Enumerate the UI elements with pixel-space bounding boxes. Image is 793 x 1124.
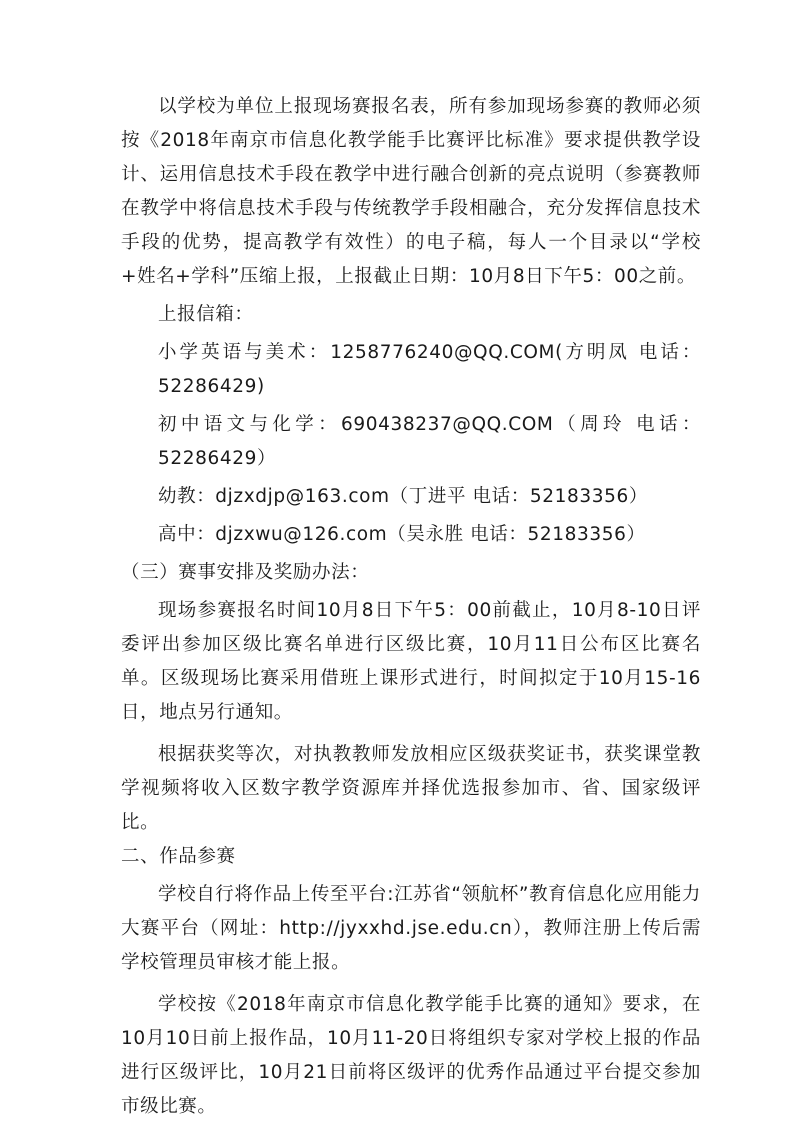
section-heading-works-competition: 二、作品参赛 [121, 846, 236, 867]
mailbox-preschool: 幼教：djzxdjp@163.com（丁进平 电话：52183356） [158, 486, 648, 507]
document-body [121, 90, 701, 1124]
mailbox-label: 上报信箱： [158, 304, 254, 325]
section-heading-schedule-awards: （三）赛事安排及奖励办法： [121, 562, 370, 583]
mailbox-high-school: 高中：djzxwu@126.com（吴永胜 电话：52183356） [158, 524, 646, 545]
paragraph-registration-requirements: 以学校为单位上报现场赛报名表，所有参加现场参赛的教师必须按《2018年南京市信息化教学能手比赛评比标准》要求提供教学设计、运用信息技术手段在教学中进行融合创新的亮点说明（参赛教师在教学中将信息技术手段与传统教学手段相融合，充分发挥信息技术手段的优势，提高教学有效性）的电子稿，每人一个目录以“学校+姓名+学科”压缩上报，上报截止日期：10月8日下午5：00之前。 [121, 96, 701, 287]
paragraph-awards: 根据获奖等次，对执教教师发放相应区级获奖证书，获奖课堂教学视频将收入区数字教学资源库并择优选报参加市、省、国家级评比。 [121, 744, 701, 833]
paragraph-submission-timeline: 学校按《2018年南京市信息化教学能手比赛的通知》要求，在10月10日前上报作品，10月11-20日将组织专家对学校上报的作品进行区级评比，10月21日前将区级评的优秀作品通过平台提交参加市级比赛。 [121, 994, 701, 1117]
paragraph-upload-platform: 学校自行将作品上传至平台:江苏省“领航杯”教育信息化应用能力大赛平台（网址：http://jyxxhd.jse.edu.cn），教师注册上传后需学校管理员审核才能上报。 [121, 884, 701, 973]
paragraph-schedule: 现场参赛报名时间10月8日下午5：00前截止，10月8-10日评委评出参加区级比赛名单进行区级比赛，10月11日公布区比赛名单。区级现场比赛采用借班上课形式进行，时间拟定于10月15-16日，地点另行通知。 [121, 600, 701, 723]
mailbox-junior-school: 初中语文与化学：690438237@QQ.COM（周玲 电话：52286429） [158, 414, 701, 469]
mailbox-primary-school: 小学英语与美术：1258776240@QQ.COM(方明凤 电话：52286429) [158, 342, 701, 397]
